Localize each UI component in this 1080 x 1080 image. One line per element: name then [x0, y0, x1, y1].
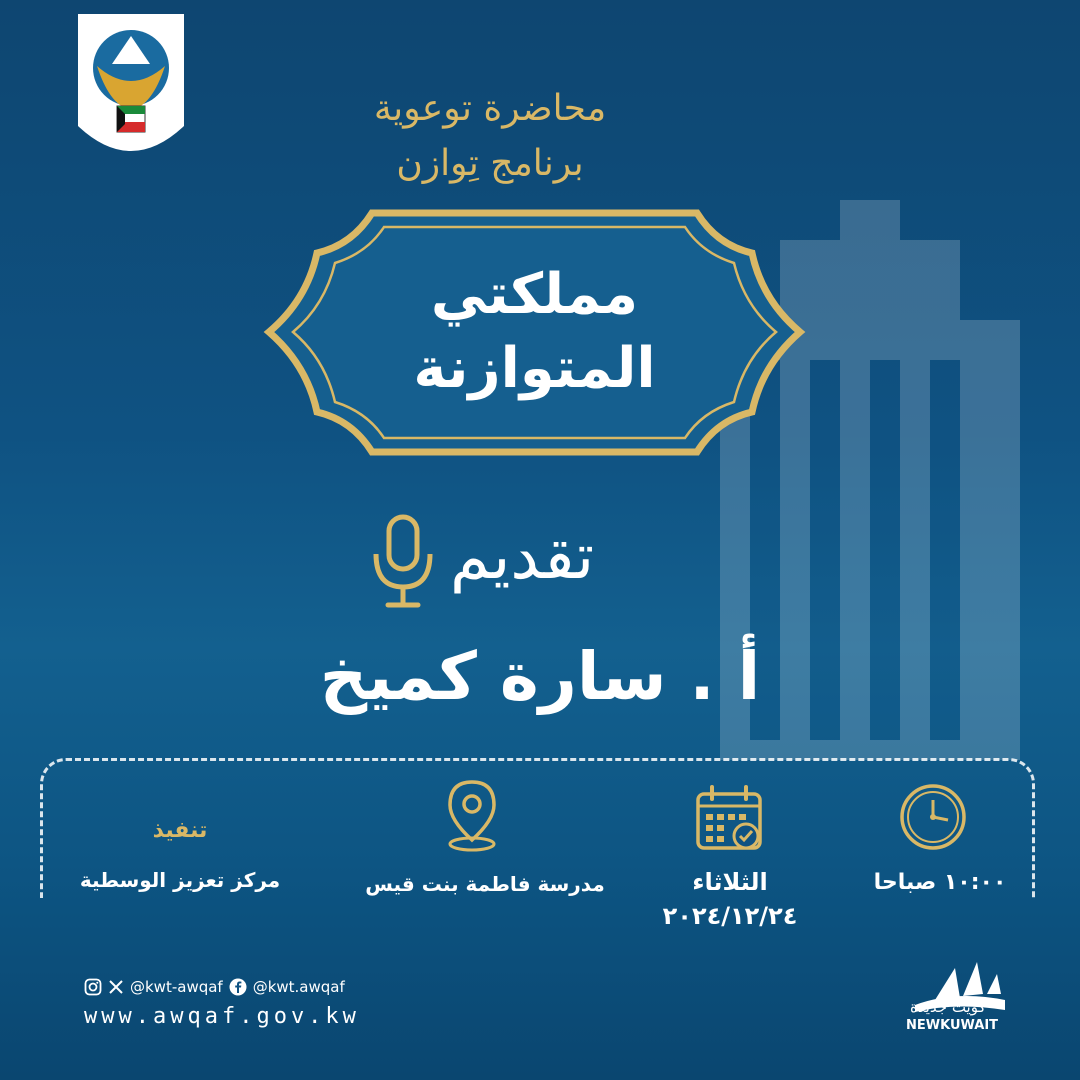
date-value: ٢٠٢٤/١٢/٢٤	[662, 902, 798, 930]
day-value: الثلاثاء	[692, 868, 768, 896]
time-value: ١٠:٠٠ صباحا	[873, 870, 1007, 895]
speaker-name: أ . سارة كميخ	[319, 638, 761, 715]
presented-by-label: تقديم	[450, 520, 595, 594]
calendar-icon	[694, 784, 766, 854]
lecture-type: محاضرة توعوية	[373, 88, 607, 129]
newkuwait-english: NEWKUWAIT	[906, 1018, 999, 1033]
clock-icon	[898, 782, 968, 852]
x-icon[interactable]	[108, 979, 124, 995]
location-pin-icon	[442, 778, 502, 854]
executor-label: تنفيذ	[152, 818, 208, 843]
ministry-logo	[72, 6, 190, 166]
title-frame	[262, 205, 807, 460]
newkuwait-arabic: كويت جديدة	[910, 998, 986, 1016]
title-line-1: مملكتي	[430, 262, 639, 327]
executor-name: مركز تعزيز الوسطية	[79, 868, 281, 892]
twitter-handle[interactable]: @kwt-awqaf	[130, 978, 223, 996]
social-links	[84, 978, 345, 996]
facebook-icon[interactable]	[229, 978, 247, 996]
program-name: برنامج تِوازن	[396, 143, 584, 184]
microphone-icon	[370, 512, 436, 612]
facebook-handle[interactable]: @kwt.awqaf	[252, 978, 345, 996]
location-value: مدرسة فاطمة بنت قيس	[365, 872, 605, 896]
title-line-2: المتوازنة	[413, 336, 656, 401]
website-url[interactable]: www.awqaf.gov.kw	[84, 1004, 360, 1029]
instagram-icon[interactable]	[84, 978, 102, 996]
